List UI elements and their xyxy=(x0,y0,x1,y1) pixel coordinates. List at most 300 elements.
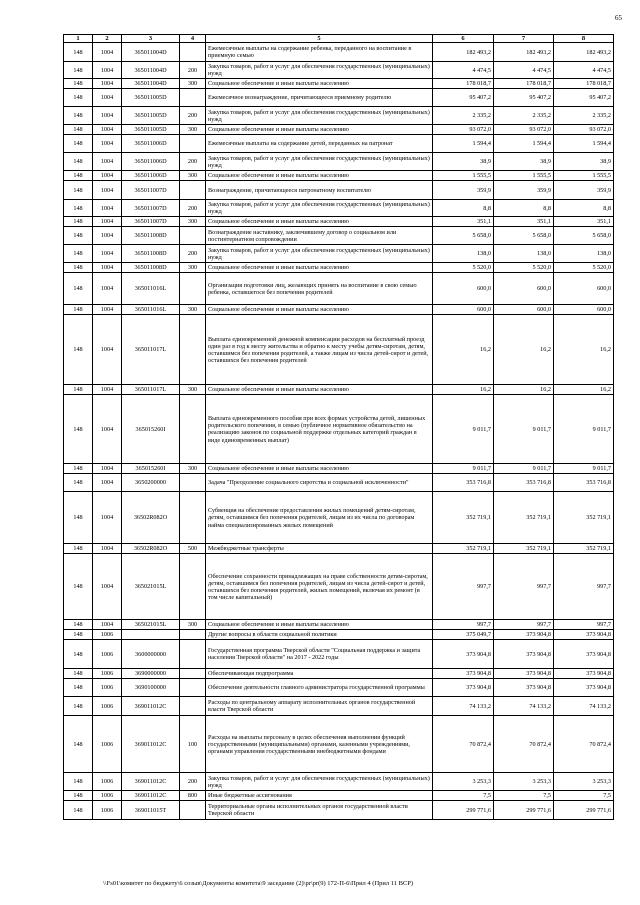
table-cell-c1: 148 xyxy=(64,492,93,544)
table-cell-c3: 36502R082O xyxy=(122,544,180,554)
table-cell-c8: 352 719,1 xyxy=(554,544,614,554)
table-cell-c2: 1004 xyxy=(93,107,122,125)
table-cell-c7: 9 011,7 xyxy=(494,464,554,474)
table-cell-c8: 16,2 xyxy=(554,315,614,385)
table-cell-c6: 9 011,7 xyxy=(433,395,494,464)
table-cell-c7: 1 594,4 xyxy=(494,135,554,153)
table-cell-c7: 178 018,7 xyxy=(494,79,554,89)
table-cell-c2: 1004 xyxy=(93,43,122,62)
page-number: 65 xyxy=(615,14,622,22)
table-cell-c6: 3 253,3 xyxy=(433,773,494,791)
table-cell-c2: 1004 xyxy=(93,385,122,395)
table-cell-c7: 138,0 xyxy=(494,245,554,263)
table-cell-c4 xyxy=(180,135,206,153)
table-cell-c8: 5 520,0 xyxy=(554,263,614,273)
table-cell-c1: 148 xyxy=(64,305,93,315)
table-cell-c3: 365011017L xyxy=(122,315,180,385)
table-row xyxy=(64,62,614,79)
table-cell-c6: 178 018,7 xyxy=(433,79,494,89)
table-cell-c5: Иные бюджетные ассигнования xyxy=(206,791,433,801)
table-cell-c8: 2 335,2 xyxy=(554,107,614,125)
table-cell-c7: 8,8 xyxy=(494,200,554,217)
table-cell-c7: 38,9 xyxy=(494,153,554,171)
table-row xyxy=(64,697,614,716)
column-header: 3 xyxy=(122,35,180,43)
table-cell-c6: 95 407,2 xyxy=(433,89,494,107)
table-row xyxy=(64,181,614,200)
table-cell-c4: 200 xyxy=(180,62,206,79)
table-cell-c7: 1 555,5 xyxy=(494,171,554,181)
table-cell-c1: 148 xyxy=(64,697,93,716)
table-cell-c1: 148 xyxy=(64,89,93,107)
table-cell-c8: 600,0 xyxy=(554,273,614,305)
table-cell-c4 xyxy=(180,43,206,62)
table-row xyxy=(64,464,614,474)
table-row xyxy=(64,315,614,385)
table-cell-c6: 16,2 xyxy=(433,315,494,385)
table-cell-c2: 1004 xyxy=(93,171,122,181)
table-cell-c6: 352 719,1 xyxy=(433,544,494,554)
table-cell-c4: 500 xyxy=(180,544,206,554)
table-cell-c6: 8,8 xyxy=(433,200,494,217)
table-cell-c1: 148 xyxy=(64,464,93,474)
table-cell-c6: 997,7 xyxy=(433,554,494,620)
table-cell-c5: Выплата единовременной денежной компенсации расходов на бесплатный проезд один раз в год к месту жительства и обратно к месту учебы детям-сиротам, детям, оставшимся без попечения родителей, а также лицам из числа детей-сирот и детей, оставшихся без попечения родителей xyxy=(206,315,433,385)
table-cell-c2: 1004 xyxy=(93,474,122,492)
table-cell-c8: 351,1 xyxy=(554,217,614,227)
table-cell-c3: 365011005D xyxy=(122,89,180,107)
table-cell-c2: 1006 xyxy=(93,630,122,640)
table-cell-c3: 365011006D xyxy=(122,171,180,181)
table-cell-c3: 365011016L xyxy=(122,305,180,315)
budget-table xyxy=(63,34,614,820)
table-row xyxy=(64,227,614,245)
table-cell-c4: 200 xyxy=(180,245,206,263)
table-cell-c2: 1004 xyxy=(93,200,122,217)
table-cell-c5: Закупка товаров, работ и услуг для обеспечения государственных (муниципальных) нужд xyxy=(206,153,433,171)
table-row xyxy=(64,801,614,820)
table-row xyxy=(64,385,614,395)
table-row xyxy=(64,217,614,227)
table-cell-c5: Закупка товаров, работ и услуг для обеспечения государственных (муниципальных) нужд xyxy=(206,62,433,79)
table-cell-c5: Ежемесячное вознаграждение, причитающееся приемному родителю xyxy=(206,89,433,107)
table-cell-c3: 36502R082O xyxy=(122,492,180,544)
table-cell-c1: 148 xyxy=(64,554,93,620)
table-cell-c2: 1004 xyxy=(93,620,122,630)
table-cell-c5: Межбюджетные трансферты xyxy=(206,544,433,554)
table-cell-c7: 373 904,8 xyxy=(494,640,554,669)
table-cell-c6: 600,0 xyxy=(433,305,494,315)
table-cell-c6: 373 904,8 xyxy=(433,679,494,697)
table-cell-c2: 1006 xyxy=(93,791,122,801)
table-cell-c5: Закупка товаров, работ и услуг для обеспечения государственных (муниципальных) нужд xyxy=(206,107,433,125)
table-cell-c4: 200 xyxy=(180,107,206,125)
table-cell-c5: Закупка товаров, работ и услуг для обеспечения государственных (муниципальных) нужд xyxy=(206,200,433,217)
table-cell-c6: 7,5 xyxy=(433,791,494,801)
table-cell-c4 xyxy=(180,679,206,697)
table-cell-c3: 369011012C xyxy=(122,716,180,773)
file-path-footer: \\Fs01\комитет по бюджету\6 созыв\Документы комитета\9 заседание (2)\pr\pr(9) 172-П-6\Прил 4 (Прил 11 ВСР) xyxy=(103,880,414,887)
table-cell-c7: 373 904,8 xyxy=(494,679,554,697)
table-cell-c5: Выплата единовременного пособия при всех формах устройства детей, лишенных родительского попечения, в семью (публичное нормативное обязательство на реализацию законов по социальной поддержке отдельных категорий граждан в виде единовременных выплат) xyxy=(206,395,433,464)
table-cell-c3: 365011007D xyxy=(122,200,180,217)
table-cell-c7: 16,2 xyxy=(494,315,554,385)
table-cell-c8: 16,2 xyxy=(554,385,614,395)
table-cell-c3: 365011005D xyxy=(122,125,180,135)
table-cell-c3: 3690100000 xyxy=(122,679,180,697)
table-cell-c8: 997,7 xyxy=(554,554,614,620)
table-cell-c4 xyxy=(180,554,206,620)
table-cell-c8: 373 904,8 xyxy=(554,630,614,640)
table-cell-c7: 352 719,1 xyxy=(494,492,554,544)
table-cell-c3: 365011006D xyxy=(122,153,180,171)
table-row xyxy=(64,125,614,135)
table-cell-c6: 600,0 xyxy=(433,273,494,305)
table-cell-c3: 365011008D xyxy=(122,245,180,263)
table-cell-c5: Социальное обеспечение и иные выплаты населению xyxy=(206,305,433,315)
table-cell-c1: 148 xyxy=(64,640,93,669)
table-cell-c8: 3 253,3 xyxy=(554,773,614,791)
table-cell-c5: Социальное обеспечение и иные выплаты населению xyxy=(206,385,433,395)
table-cell-c2: 1004 xyxy=(93,245,122,263)
table-cell-c2: 1004 xyxy=(93,89,122,107)
table-row xyxy=(64,43,614,62)
table-cell-c4 xyxy=(180,315,206,385)
table-cell-c1: 148 xyxy=(64,181,93,200)
table-cell-c3: 365011008D xyxy=(122,227,180,245)
table-cell-c1: 148 xyxy=(64,773,93,791)
table-cell-c3: 369011012C xyxy=(122,791,180,801)
table-cell-c3: 365021015L xyxy=(122,554,180,620)
table-row xyxy=(64,773,614,791)
table-cell-c7: 997,7 xyxy=(494,554,554,620)
table-cell-c2: 1004 xyxy=(93,315,122,385)
table-cell-c3: 365011007D xyxy=(122,181,180,200)
table-cell-c7: 9 011,7 xyxy=(494,395,554,464)
table-cell-c4 xyxy=(180,630,206,640)
table-cell-c8: 997,7 xyxy=(554,620,614,630)
table-cell-c4: 300 xyxy=(180,125,206,135)
table-cell-c5: Обеспечение сохранности принадлежащих на праве собственности детям-сиротам, детям, оставшимся без попечения родителей, лицам из числа детей-сирот и детей, оставшихся без попечения родителей, жилых помещений, включая их ремонт (в том числе капитальный) xyxy=(206,554,433,620)
table-cell-c8: 5 658,0 xyxy=(554,227,614,245)
table-cell-c1: 148 xyxy=(64,620,93,630)
table-row xyxy=(64,89,614,107)
table-cell-c3: 365011005D xyxy=(122,107,180,125)
table-cell-c6: 997,7 xyxy=(433,620,494,630)
table-cell-c1: 148 xyxy=(64,716,93,773)
table-cell-c4 xyxy=(180,89,206,107)
table-cell-c1: 148 xyxy=(64,79,93,89)
table-cell-c7: 95 407,2 xyxy=(494,89,554,107)
table-cell-c6: 353 716,8 xyxy=(433,474,494,492)
table-cell-c3: 365011004D xyxy=(122,43,180,62)
table-row xyxy=(64,669,614,679)
table-cell-c1: 148 xyxy=(64,679,93,697)
table-cell-c4: 200 xyxy=(180,773,206,791)
table-cell-c8: 7,5 xyxy=(554,791,614,801)
table-row xyxy=(64,200,614,217)
table-cell-c4 xyxy=(180,273,206,305)
table-cell-c2: 1006 xyxy=(93,801,122,820)
table-cell-c8: 1 594,4 xyxy=(554,135,614,153)
table-cell-c2: 1006 xyxy=(93,716,122,773)
column-header: 8 xyxy=(554,35,614,43)
table-cell-c7: 70 872,4 xyxy=(494,716,554,773)
table-cell-c7: 93 072,0 xyxy=(494,125,554,135)
table-cell-c8: 9 011,7 xyxy=(554,464,614,474)
table-cell-c8: 95 407,2 xyxy=(554,89,614,107)
table-cell-c1: 148 xyxy=(64,62,93,79)
table-cell-c5: Другие вопросы в области социальной политики xyxy=(206,630,433,640)
table-cell-c1: 148 xyxy=(64,544,93,554)
table-cell-c2: 1006 xyxy=(93,679,122,697)
table-cell-c4: 200 xyxy=(180,200,206,217)
table-cell-c2: 1004 xyxy=(93,153,122,171)
table-cell-c6: 4 474,5 xyxy=(433,62,494,79)
table-cell-c1: 148 xyxy=(64,245,93,263)
table-cell-c7: 997,7 xyxy=(494,620,554,630)
table-cell-c8: 178 018,7 xyxy=(554,79,614,89)
table-cell-c6: 70 872,4 xyxy=(433,716,494,773)
table-cell-c2: 1006 xyxy=(93,697,122,716)
table-row xyxy=(64,263,614,273)
table-cell-c8: 600,0 xyxy=(554,305,614,315)
table-cell-c8: 1 555,5 xyxy=(554,171,614,181)
table-cell-c6: 5 658,0 xyxy=(433,227,494,245)
table-cell-c4: 300 xyxy=(180,217,206,227)
table-cell-c2: 1004 xyxy=(93,273,122,305)
column-header: 2 xyxy=(93,35,122,43)
table-row xyxy=(64,474,614,492)
table-cell-c1: 148 xyxy=(64,273,93,305)
table-cell-c1: 148 xyxy=(64,227,93,245)
table-cell-c1: 148 xyxy=(64,791,93,801)
table-cell-c7: 299 771,6 xyxy=(494,801,554,820)
table-cell-c6: 138,0 xyxy=(433,245,494,263)
table-cell-c8: 8,8 xyxy=(554,200,614,217)
table-cell-c8: 352 719,1 xyxy=(554,492,614,544)
table-cell-c2: 1004 xyxy=(93,492,122,544)
table-cell-c3: 365011006D xyxy=(122,135,180,153)
table-cell-c2: 1006 xyxy=(93,640,122,669)
table-cell-c7: 7,5 xyxy=(494,791,554,801)
table-cell-c4 xyxy=(180,395,206,464)
table-cell-c3: 369011015T xyxy=(122,801,180,820)
table-cell-c5: Ежемесячные выплаты на содержание детей, переданных на патронат xyxy=(206,135,433,153)
table-cell-c5: Социальное обеспечение и иные выплаты населению xyxy=(206,217,433,227)
table-row xyxy=(64,153,614,171)
table-cell-c7: 351,1 xyxy=(494,217,554,227)
table-cell-c2: 1006 xyxy=(93,773,122,791)
table-cell-c8: 373 904,8 xyxy=(554,640,614,669)
table-cell-c7: 3 253,3 xyxy=(494,773,554,791)
table-cell-c4: 300 xyxy=(180,263,206,273)
table-row xyxy=(64,135,614,153)
table-cell-c8: 299 771,6 xyxy=(554,801,614,820)
table-cell-c6: 375 049,7 xyxy=(433,630,494,640)
table-cell-c6: 1 594,4 xyxy=(433,135,494,153)
table-cell-c4 xyxy=(180,181,206,200)
table-cell-c6: 359,9 xyxy=(433,181,494,200)
table-cell-c2: 1004 xyxy=(93,554,122,620)
table-cell-c5: Закупка товаров, работ и услуг для обеспечения государственных (муниципальных) нужд xyxy=(206,245,433,263)
table-cell-c5: Организация подготовки лиц, желающих принять на воспитание в свою семью ребенка, оставшегося без попечения родителей xyxy=(206,273,433,305)
table-cell-c7: 352 719,1 xyxy=(494,544,554,554)
table-cell-c2: 1004 xyxy=(93,544,122,554)
table-cell-c2: 1004 xyxy=(93,62,122,79)
table-cell-c8: 373 904,8 xyxy=(554,679,614,697)
table-row xyxy=(64,630,614,640)
table-cell-c6: 5 520,0 xyxy=(433,263,494,273)
table-cell-c8: 9 011,7 xyxy=(554,395,614,464)
table-cell-c1: 148 xyxy=(64,474,93,492)
table-row xyxy=(64,273,614,305)
table-cell-c6: 351,1 xyxy=(433,217,494,227)
table-cell-c7: 353 716,8 xyxy=(494,474,554,492)
table-cell-c8: 373 904,8 xyxy=(554,669,614,679)
table-cell-c4 xyxy=(180,492,206,544)
table-cell-c4: 300 xyxy=(180,305,206,315)
column-header: 1 xyxy=(64,35,93,43)
table-cell-c5: Государственная программа Тверской области "Социальная поддержка и защита населения Тверской области" на 2017 - 2022 годы xyxy=(206,640,433,669)
table-cell-c1: 148 xyxy=(64,43,93,62)
table-cell-c4 xyxy=(180,474,206,492)
table-cell-c7: 2 335,2 xyxy=(494,107,554,125)
table-cell-c5: Расходы по центральному аппарату исполнительных органов государственной власти Тверской области xyxy=(206,697,433,716)
table-cell-c8: 93 072,0 xyxy=(554,125,614,135)
table-cell-c3: 365011004D xyxy=(122,62,180,79)
table-cell-c5: Социальное обеспечение и иные выплаты населению xyxy=(206,125,433,135)
table-cell-c4 xyxy=(180,227,206,245)
table-cell-c1: 148 xyxy=(64,630,93,640)
table-cell-c5: Обеспечивающая подпрограмма xyxy=(206,669,433,679)
table-cell-c6: 74 133,2 xyxy=(433,697,494,716)
table-cell-c1: 148 xyxy=(64,200,93,217)
table-cell-c7: 600,0 xyxy=(494,305,554,315)
table-cell-c8: 70 872,4 xyxy=(554,716,614,773)
table-cell-c5: Социальное обеспечение и иные выплаты населению xyxy=(206,620,433,630)
table-header-row xyxy=(64,35,614,43)
column-header: 4 xyxy=(180,35,206,43)
table-cell-c6: 373 904,8 xyxy=(433,669,494,679)
table-row xyxy=(64,79,614,89)
table-cell-c7: 373 904,8 xyxy=(494,630,554,640)
table-row xyxy=(64,554,614,620)
table-body xyxy=(64,43,614,820)
table-cell-c4 xyxy=(180,801,206,820)
table-cell-c6: 16,2 xyxy=(433,385,494,395)
table-cell-c6: 9 011,7 xyxy=(433,464,494,474)
table-cell-c2: 1004 xyxy=(93,227,122,245)
table-cell-c4: 300 xyxy=(180,171,206,181)
table-cell-c6: 38,9 xyxy=(433,153,494,171)
table-cell-c3: 365011016L xyxy=(122,273,180,305)
table-cell-c8: 353 716,8 xyxy=(554,474,614,492)
table-cell-c1: 148 xyxy=(64,217,93,227)
table-cell-c7: 5 520,0 xyxy=(494,263,554,273)
table-cell-c2: 1004 xyxy=(93,125,122,135)
table-cell-c2: 1004 xyxy=(93,395,122,464)
table-cell-c1: 148 xyxy=(64,801,93,820)
table-cell-c7: 359,9 xyxy=(494,181,554,200)
table-cell-c3: 369011012C xyxy=(122,773,180,791)
table-cell-c1: 148 xyxy=(64,395,93,464)
table-cell-c3: 365011008D xyxy=(122,263,180,273)
table-row xyxy=(64,620,614,630)
table-cell-c3: 365011007D xyxy=(122,217,180,227)
table-cell-c7: 373 904,8 xyxy=(494,669,554,679)
table-cell-c6: 1 555,5 xyxy=(433,171,494,181)
table-cell-c8: 359,9 xyxy=(554,181,614,200)
table-row xyxy=(64,245,614,263)
table-cell-c1: 148 xyxy=(64,171,93,181)
table-cell-c6: 373 904,8 xyxy=(433,640,494,669)
table-cell-c2: 1004 xyxy=(93,305,122,315)
table-row xyxy=(64,791,614,801)
table-cell-c2: 1004 xyxy=(93,135,122,153)
table-cell-c2: 1004 xyxy=(93,464,122,474)
table-row xyxy=(64,716,614,773)
table-cell-c4: 300 xyxy=(180,79,206,89)
table-cell-c7: 600,0 xyxy=(494,273,554,305)
table-cell-c5: Социальное обеспечение и иные выплаты населению xyxy=(206,171,433,181)
table-row xyxy=(64,679,614,697)
table-cell-c5: Социальное обеспечение и иные выплаты населению xyxy=(206,464,433,474)
table-cell-c5: Расходы на выплаты персоналу в целях обеспечения выполнения функций государственными (муниципальными) органами, казенными учреждениями, органами управления государственными внебюджетными фондами xyxy=(206,716,433,773)
table-cell-c3: 365011017L xyxy=(122,385,180,395)
table-cell-c1: 148 xyxy=(64,107,93,125)
table-cell-c4: 200 xyxy=(180,153,206,171)
table-row xyxy=(64,305,614,315)
table-cell-c5: Социальное обеспечение и иные выплаты населению xyxy=(206,263,433,273)
table-cell-c4: 300 xyxy=(180,464,206,474)
table-cell-c5: Территориальные органы исполнительных органов государственной власти Тверской области xyxy=(206,801,433,820)
table-cell-c5: Задача "Преодоление социального сиротства и социальной исключенности" xyxy=(206,474,433,492)
table-cell-c8: 182 493,2 xyxy=(554,43,614,62)
table-cell-c8: 74 133,2 xyxy=(554,697,614,716)
table-cell-c3: 3600000000 xyxy=(122,640,180,669)
table-cell-c2: 1004 xyxy=(93,263,122,273)
table-cell-c3: 3650200000 xyxy=(122,474,180,492)
table-cell-c6: 299 771,6 xyxy=(433,801,494,820)
table-cell-c2: 1004 xyxy=(93,217,122,227)
table-cell-c3 xyxy=(122,630,180,640)
table-cell-c7: 16,2 xyxy=(494,385,554,395)
table-cell-c1: 148 xyxy=(64,669,93,679)
table-cell-c7: 5 658,0 xyxy=(494,227,554,245)
table-cell-c4 xyxy=(180,669,206,679)
table-cell-c3: 365015260I xyxy=(122,464,180,474)
table-cell-c2: 1004 xyxy=(93,79,122,89)
table-cell-c4: 800 xyxy=(180,791,206,801)
table-cell-c5: Обеспечение деятельности главного администратора государственной программы xyxy=(206,679,433,697)
table-cell-c8: 138,0 xyxy=(554,245,614,263)
table-cell-c4: 300 xyxy=(180,620,206,630)
table-cell-c1: 148 xyxy=(64,315,93,385)
table-cell-c4: 300 xyxy=(180,385,206,395)
table-cell-c7: 182 493,2 xyxy=(494,43,554,62)
table-cell-c3: 365011004D xyxy=(122,79,180,89)
table-cell-c1: 148 xyxy=(64,263,93,273)
table-cell-c6: 182 493,2 xyxy=(433,43,494,62)
table-row xyxy=(64,395,614,464)
table-cell-c5: Вознаграждение, причитающееся патронатному воспитателю xyxy=(206,181,433,200)
table-cell-c7: 4 474,5 xyxy=(494,62,554,79)
table-cell-c6: 2 335,2 xyxy=(433,107,494,125)
column-header: 7 xyxy=(494,35,554,43)
table-cell-c1: 148 xyxy=(64,135,93,153)
table-cell-c3: 365021015L xyxy=(122,620,180,630)
